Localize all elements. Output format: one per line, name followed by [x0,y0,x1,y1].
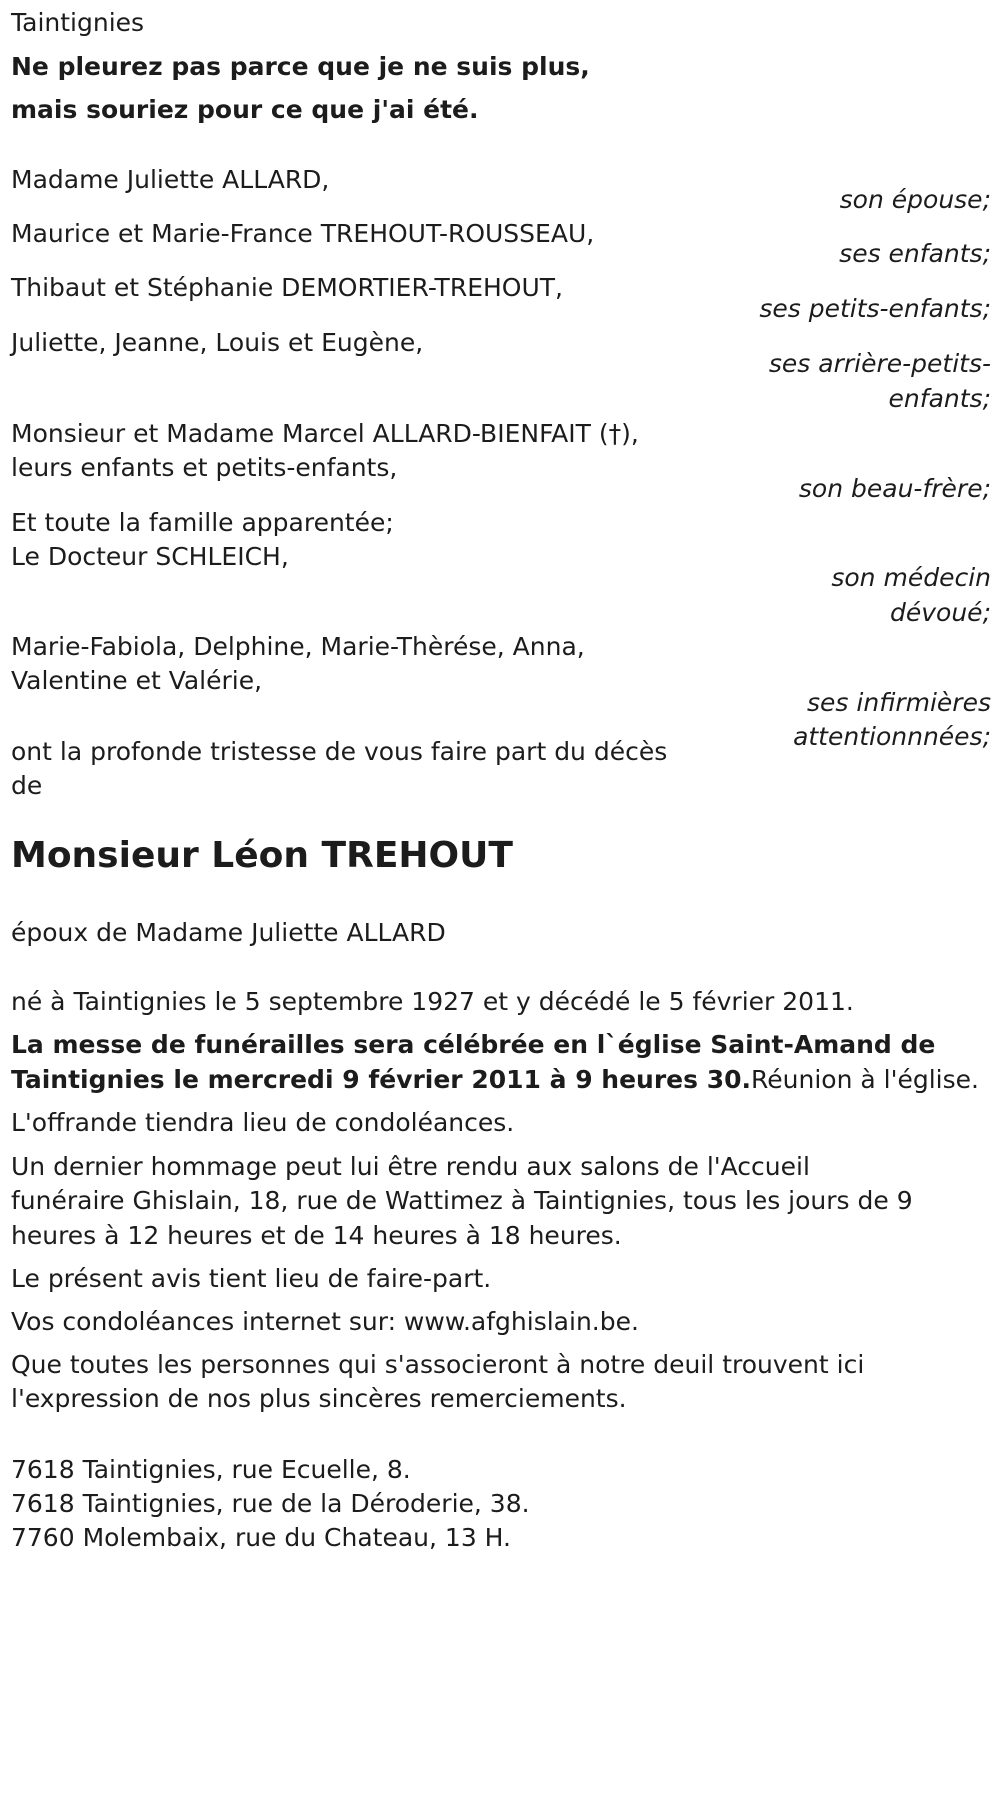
family-name: Et toute la famille apparentée; [11,508,394,537]
funeral-meeting: Réunion à l'église. [751,1065,979,1094]
family-relation: ses infirmières [807,688,991,717]
homage-line-3: heures à 12 heures et de 14 heures à 18 heures. [11,1221,622,1250]
family-relation: ses arrière-petits- [768,349,991,378]
thanks-line-1: Que toutes les personnes qui s'associeront à notre deuil trouvent ici [11,1350,865,1379]
family-name: Madame Juliette ALLARD, [11,165,330,194]
spouse-line: époux de Madame Juliette ALLARD [11,918,446,947]
homage-line-1: Un dernier hommage peut lui être rendu aux salons de l'Accueil [11,1152,810,1181]
address-line: 7618 Taintignies, rue Ecuelle, 8. [11,1455,411,1484]
family-relation: attentionnnées; [793,722,991,751]
family-name: Marie-Fabiola, Delphine, Marie-Thèrése, Anna, [11,632,585,661]
family-relation: enfants; [888,384,991,413]
homage-line-2: funéraire Ghislain, 18, rue de Wattimez à Taintignies, tous les jours de 9 [11,1186,913,1215]
condolences-line: Vos condoléances internet sur: www.afghislain.be. [11,1307,639,1336]
funeral-line-2 [11,1065,979,1095]
address-line: 7760 Molembaix, rue du Chateau, 13 H. [11,1523,511,1552]
announcement-line-1: ont la profonde tristesse de vous faire part du décès [11,737,668,766]
family-name: Juliette, Jeanne, Louis et Eugène, [11,328,424,357]
funeral-datetime: Taintignies le mercredi 9 février 2011 à 9 heures 30. [11,1065,752,1094]
quote-line-2: mais souriez pour ce que j'ai été. [11,95,479,124]
offering-note: L'offrande tiendra lieu de condoléances. [11,1108,515,1137]
family-name: Maurice et Marie-France TREHOUT-ROUSSEAU, [11,219,595,248]
town-heading: Taintignies [11,8,145,37]
family-name: Monsieur et Madame Marcel ALLARD-BIENFAIT (†), [11,419,639,448]
announcement-line-2: de [11,771,43,800]
family-relation: son épouse; [839,185,991,214]
address-line: 7618 Taintignies, rue de la Déroderie, 38. [11,1489,530,1518]
family-relation: dévoué; [890,598,991,627]
family-name: Valentine et Valérie, [11,666,263,695]
family-relation: ses petits-enfants; [759,294,991,323]
notice-line: Le présent avis tient lieu de faire-part. [11,1264,492,1293]
quote-line-1: Ne pleurez pas parce que je ne suis plus, [11,52,590,81]
family-relation: son médecin [831,563,991,592]
family-relation: son beau-frère; [798,474,991,503]
family-name: Le Docteur SCHLEICH, [11,542,289,571]
family-name: Thibaut et Stéphanie DEMORTIER-TREHOUT, [11,273,563,302]
funeral-line-1: La messe de funérailles sera célébrée en l`église Saint-Amand de [11,1030,936,1059]
deceased-name: Monsieur Léon TREHOUT [11,835,513,876]
family-name: leurs enfants et petits-enfants, [11,453,398,482]
thanks-line-2: l'expression de nos plus sincères remerciements. [11,1384,627,1413]
dates-line: né à Taintignies le 5 septembre 1927 et y décédé le 5 février 2011. [11,987,854,1016]
family-relation: ses enfants; [839,239,991,268]
